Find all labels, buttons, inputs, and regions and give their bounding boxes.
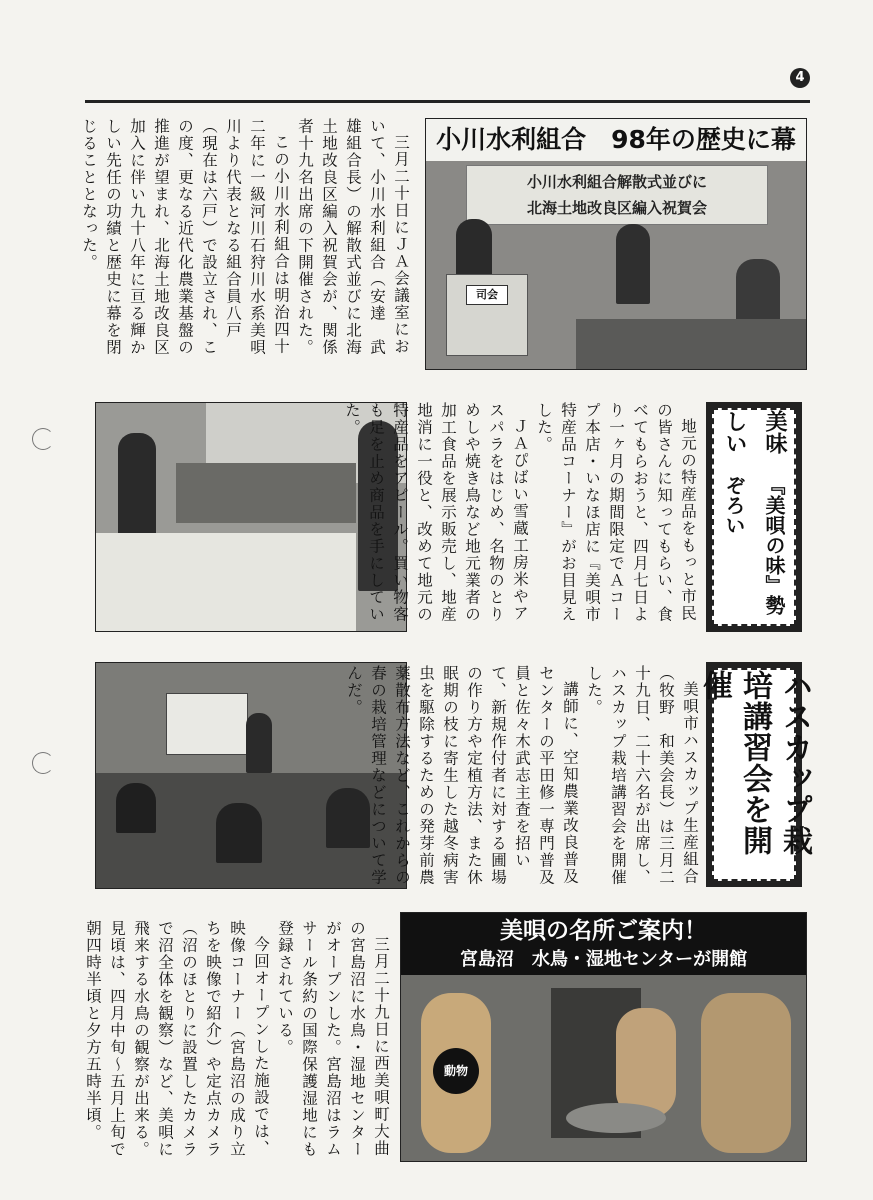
page-number: 4: [790, 68, 810, 88]
header-rule: [85, 100, 810, 103]
binder-hole-bottom: [32, 752, 54, 774]
article1-title: 小川水利組合 98年の歴史に幕: [436, 125, 796, 154]
meeting-table: [576, 319, 806, 369]
article3-paragraph: 講師に、空知農業改良普及センターの平田修一専門普及員と佐々木武志主査を招いて、新規作付者に対する圃場の作り方や定植方法、また休眠期の枝に寄生した越冬病害虫を駆除するための発芽前農薬散布方法など、これからの春の栽培管理などについて学んだ。: [345, 665, 579, 886]
article4-body: [84, 920, 393, 1160]
podium-label: 司会: [466, 285, 508, 305]
projection-screen: [166, 693, 248, 755]
article2-paragraph: ＪＡぴばい雪蔵工房米やアスパラをはじめ、名物のとりめしや焼き鳥など地元業者の加工食品を展示販売し、地産地消に一役と、改めて地元の特産品をアピール。買い物客も足を止め商品を手にしていた。: [343, 402, 529, 623]
exhibit-panel: [421, 993, 491, 1153]
product-shelf: [176, 463, 356, 523]
article4-subtitle: 宮島沼 水鳥・湿地センターが開館: [459, 949, 748, 970]
podium: [446, 274, 528, 356]
article3-title-stamp: [697, 662, 812, 887]
exhibit-panel: [701, 993, 791, 1153]
article1-title-band: [426, 119, 806, 161]
event-sign: [466, 165, 768, 225]
audience-figure: [216, 803, 262, 863]
article1-body: [80, 118, 413, 368]
article2-body: [343, 402, 700, 630]
exhibit-panel: [616, 1008, 676, 1118]
lecturer-figure: [246, 713, 272, 773]
audience-figure: [116, 783, 156, 833]
product-display: [96, 533, 356, 631]
article4-title: 美唄の名所ご案内！: [500, 918, 707, 944]
article2-title-line2: 『美唄の味』勢ぞろい: [722, 475, 786, 616]
article3-paragraph: 美唄市ハスカップ生産組合（牧野 和美会長）は三月二十九日、二十六名が出席し、ハスカップ栽培講習会を開催した。: [585, 665, 699, 886]
article4-paragraph: 今回オープンした施設では、映像コーナー（宮島沼の成り立ちを映像で紹介）や定点カメラ（沼のほとりに設置したカメラで沼全体を観察）など、美唄に飛来する水鳥の観察が出来る。見頃は、四月中旬～五月上旬で朝四時半頃と夕方五時半頃。: [84, 920, 270, 1158]
article4-title-banner: [401, 913, 806, 975]
article3-body: [345, 665, 702, 887]
panel-label: 動物: [433, 1048, 479, 1094]
binder-hole-top: [32, 428, 54, 450]
event-sign-line1: 小川水利組合解散式並びに: [526, 173, 707, 191]
article4-photo: [400, 912, 807, 1162]
staff-figure-left: [118, 433, 156, 543]
article3-title: ハスカップ栽培講習会を開催: [712, 668, 796, 881]
event-sign-line2: 北海土地改良区編入祝賀会: [526, 199, 707, 217]
display-table: [566, 1103, 666, 1133]
article2-paragraph: 地元の特産品をもっと市民の皆さんに知ってもらい、食べてもらおうと、四月七日より一ヶ月の期間限定でＡコープ本店・いなほ店に『美唄市特産品コーナー』がお目見えした。: [535, 402, 697, 623]
attendee-figure: [616, 224, 650, 304]
article1-photo: [425, 118, 807, 370]
article1-paragraph: 三月二十日にＪＡ会議室において、小川水利組合（安達 武雄組合長）の解散式並びに北海土地改良区編入祝賀会が、関係者十九名出席の下開催された。: [296, 118, 410, 356]
article1-paragraph: この小川水利組合は明治四十二年に一級河川石狩川水系美唄川より代表となる組合員八戸（現在は六戸）で設立され、この度、更なる近代化農業基盤の推進が望まれ、北海土地改良区加入に伴い九十八年に亘る輝かしい先任の功績と歴史に幕を閉じることとなった。: [80, 118, 290, 356]
article4-paragraph: 三月二十九日に西美唄町大曲の宮島沼に水鳥・湿地センターがオープンした。宮島沼はラムサール条約の国際保護湿地にも登録されている。: [276, 920, 390, 1158]
article2-title-line1: 美味しい: [722, 410, 787, 454]
article2-title-stamp: [706, 402, 802, 632]
